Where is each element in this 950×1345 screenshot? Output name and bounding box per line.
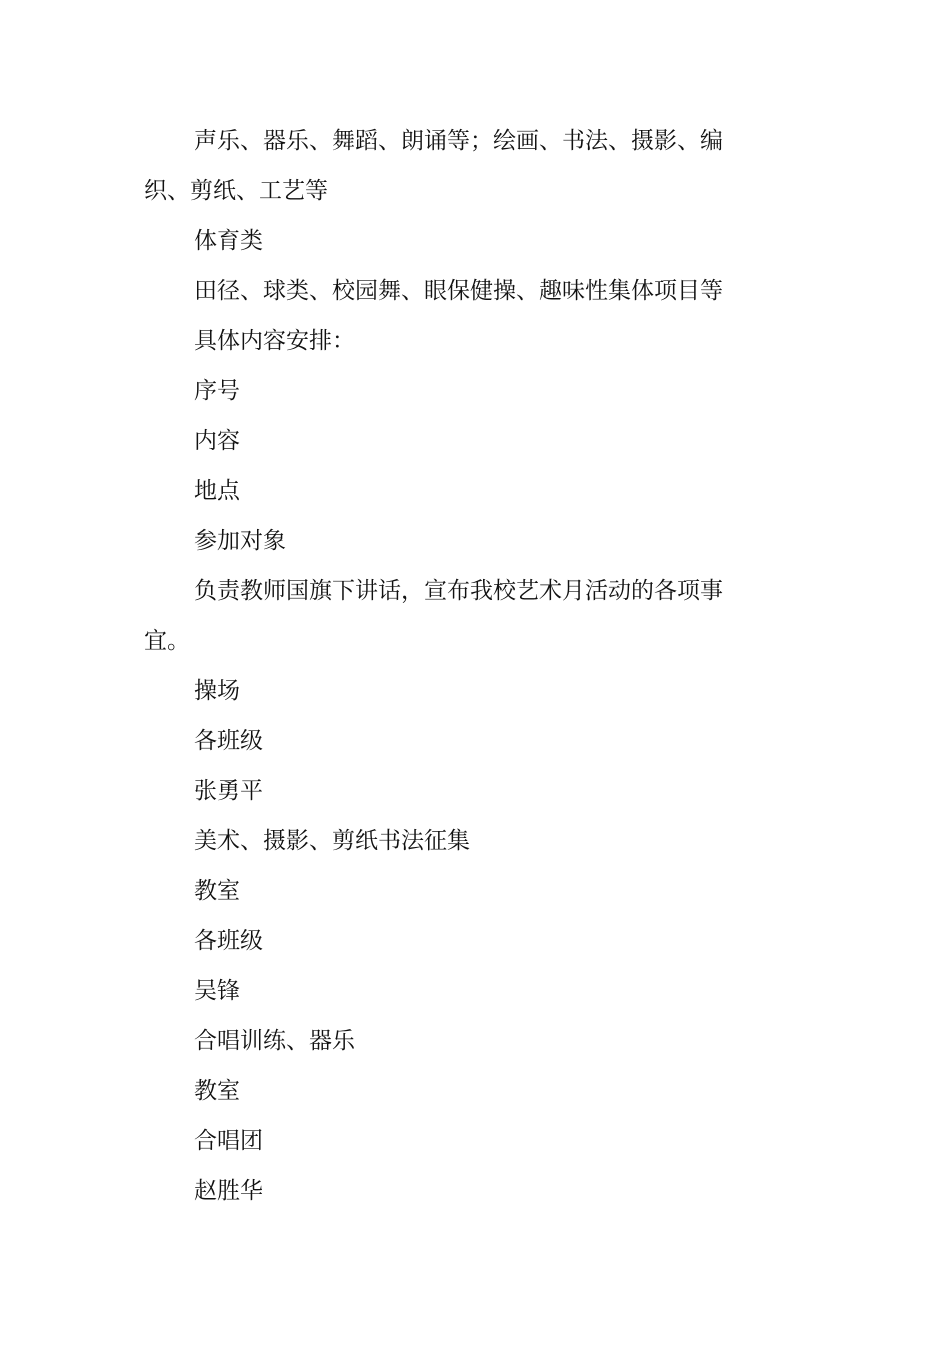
table-cell-teacher: 吴锋 — [194, 978, 240, 1004]
table-cell-location: 教室 — [194, 878, 240, 904]
table-cell-participants: 各班级 — [194, 728, 263, 754]
table-cell-location: 教室 — [194, 1078, 240, 1104]
table-header-index: 序号 — [194, 378, 240, 404]
table-cell-teacher: 张勇平 — [194, 778, 263, 804]
paragraph-flag-speech: 负责教师国旗下讲话，宣布我校艺术月活动的各项事宜。 — [144, 578, 723, 654]
table-cell-content: 合唱训练、器乐 — [194, 1028, 355, 1054]
document-body — [144, 116, 784, 1216]
paragraph-schedule-heading: 具体内容安排： — [194, 328, 355, 354]
paragraph-arts-items: 声乐、器乐、舞蹈、朗诵等；绘画、书法、摄影、编织、剪纸、工艺等 — [144, 128, 723, 204]
table-cell-participants: 合唱团 — [194, 1128, 263, 1154]
table-cell-teacher: 赵胜华 — [194, 1178, 263, 1204]
table-cell-participants: 各班级 — [194, 928, 263, 954]
paragraph-sports-items: 田径、球类、校园舞、眼保健操、趣味性集体项目等 — [194, 278, 723, 304]
table-cell-location: 操场 — [194, 678, 240, 704]
table-header-location: 地点 — [194, 478, 240, 504]
table-header-content: 内容 — [194, 428, 240, 454]
table-header-participants: 参加对象 — [194, 528, 286, 554]
table-cell-content: 美术、摄影、剪纸书法征集 — [194, 828, 470, 854]
paragraph-sports-heading: 体育类 — [194, 228, 263, 254]
